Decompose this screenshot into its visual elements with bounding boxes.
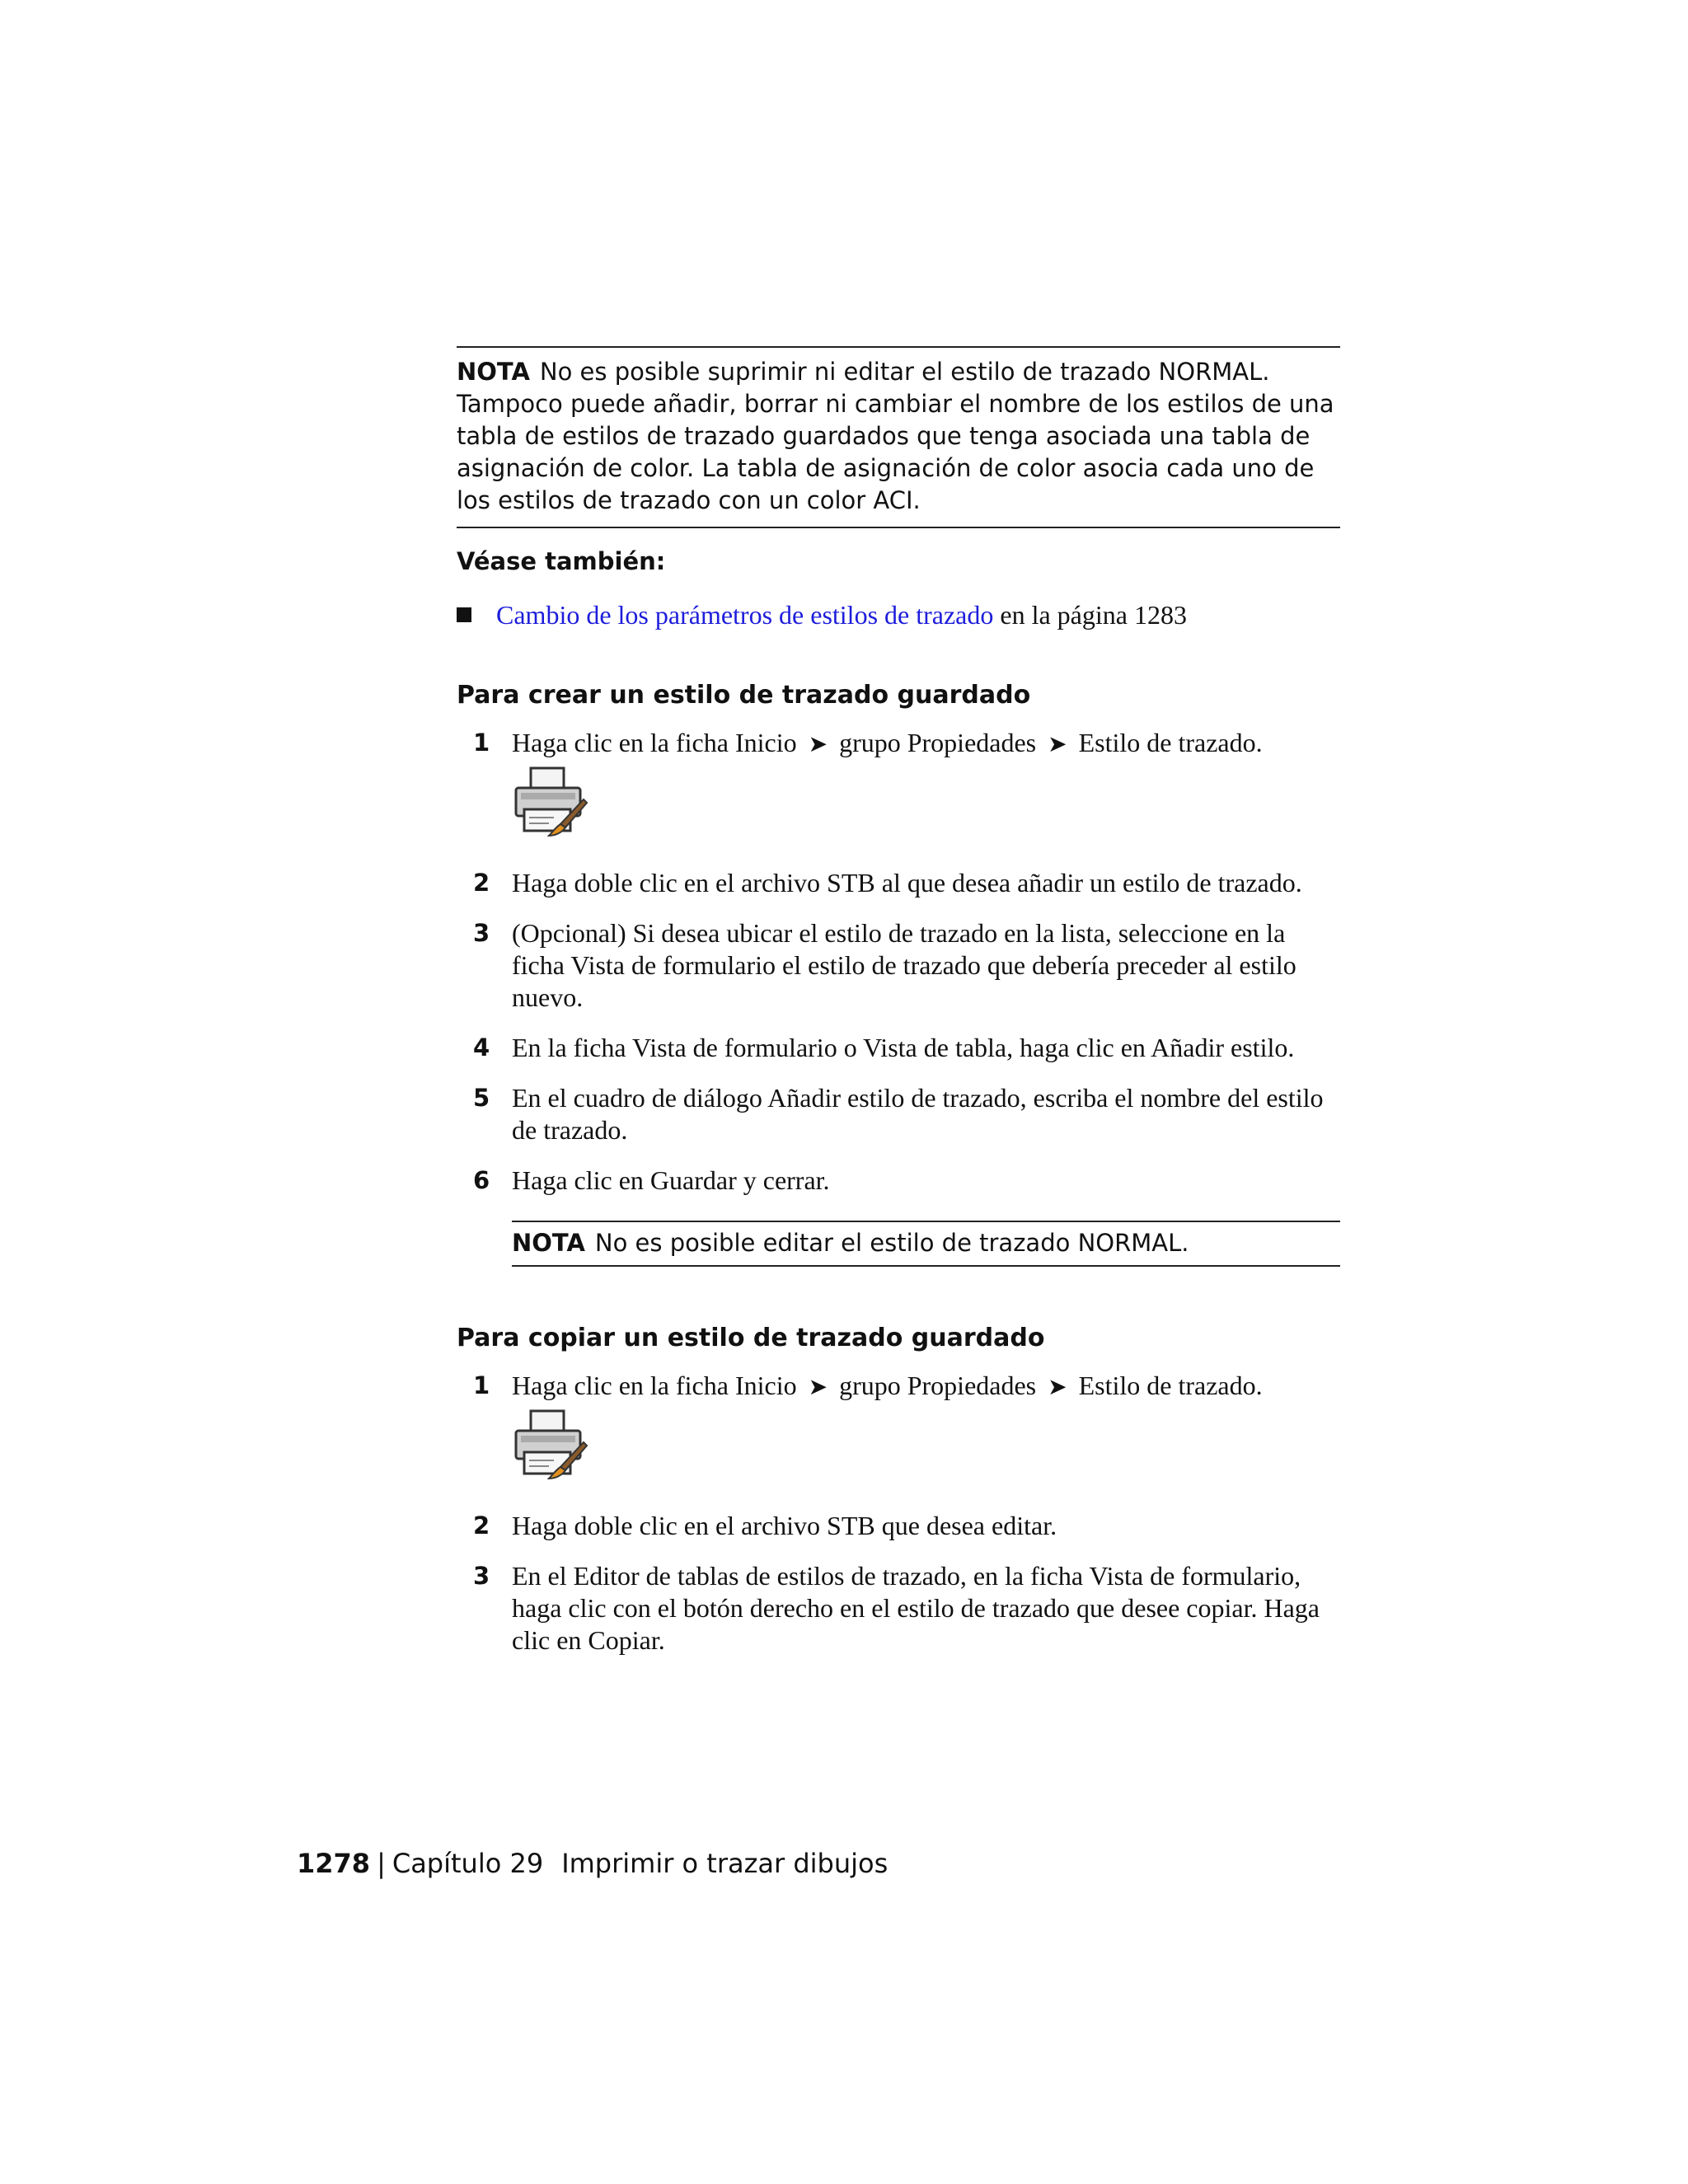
- arrow-right-icon: ➤: [808, 1375, 828, 1400]
- step-number: 2: [473, 1511, 490, 1540]
- plot-style-icon: [513, 1409, 588, 1480]
- note-box-inner: [512, 1221, 1340, 1267]
- arrow-right-icon: ➤: [1048, 732, 1067, 757]
- step-text-part3: Estilo de trazado.: [1078, 1371, 1263, 1400]
- chapter-title: Imprimir o trazar dibujos: [561, 1848, 889, 1879]
- section-heading-copy: Para copiar un estilo de trazado guardado: [457, 1324, 1045, 1352]
- step-number: 5: [473, 1084, 490, 1112]
- step-number: 1: [473, 729, 490, 757]
- step-text: (Opcional) Si desea ubicar el estilo de trazado en la lista, seleccione en la ficha Vista de formulario el estilo de trazado que debería preceder al estilo nuevo.: [512, 918, 1296, 1012]
- section-heading-create: Para crear un estilo de trazado guardado: [457, 681, 1031, 710]
- step-number: 2: [473, 869, 490, 897]
- step-text: En el cuadro de diálogo Añadir estilo de trazado, escriba el nombre del estilo de trazado.: [512, 1083, 1324, 1145]
- step-text-part1: Haga clic en la ficha Inicio: [512, 1371, 797, 1400]
- arrow-right-icon: ➤: [808, 732, 828, 757]
- chapter-label: Capítulo 29: [392, 1848, 544, 1879]
- page-number: 1278: [297, 1848, 371, 1879]
- step-number: 3: [473, 919, 490, 947]
- step-text: En la ficha Vista de formulario o Vista de tabla, haga clic en Añadir estilo.: [512, 1033, 1295, 1062]
- note-text: No es posible editar el estilo de trazado NORMAL.: [594, 1229, 1189, 1257]
- note-box-top: [457, 346, 1340, 528]
- step-text-part2: grupo Propiedades: [839, 1371, 1037, 1400]
- step-number: 6: [473, 1166, 490, 1194]
- step-text: Haga doble clic en el archivo STB que desea editar.: [512, 1511, 1057, 1540]
- bullet-square-icon: [457, 607, 471, 622]
- step-text-part2: grupo Propiedades: [839, 728, 1037, 757]
- see-also-link[interactable]: Cambio de los parámetros de estilos de trazado: [496, 600, 994, 630]
- page-footer: [297, 1848, 888, 1879]
- step-text: Haga clic en Guardar y cerrar.: [512, 1165, 830, 1195]
- see-also-suffix: en la página 1283: [1000, 600, 1187, 630]
- step-text-part3: Estilo de trazado.: [1078, 728, 1263, 757]
- footer-separator: |: [377, 1848, 386, 1879]
- plot-style-icon: [513, 766, 588, 837]
- step-text-part1: Haga clic en la ficha Inicio: [512, 728, 797, 757]
- see-also-item: [457, 598, 1340, 631]
- step-text: Haga doble clic en el archivo STB al que desea añadir un estilo de trazado.: [512, 868, 1302, 898]
- note-label: NOTA: [512, 1229, 585, 1257]
- step-number: 4: [473, 1033, 490, 1062]
- note-label: NOTA: [457, 358, 530, 386]
- step-number: 3: [473, 1562, 490, 1590]
- step-number: 1: [473, 1371, 490, 1399]
- see-also-title: Véase también:: [457, 547, 666, 575]
- arrow-right-icon: ➤: [1048, 1375, 1067, 1400]
- step-text: En el Editor de tablas de estilos de trazado, en la ficha Vista de formulario, haga clic con el botón derecho en el estilo de trazado que desee copiar. Haga clic en Copiar.: [512, 1561, 1320, 1655]
- note-text: No es posible suprimir ni editar el estilo de trazado NORMAL. Tampoco puede añadir, borrar ni cambiar el nombre de los estilos de una tabla de estilos de trazado guardados que tenga asociada una tabla de asignación de color. La tabla de asignación de color asocia cada uno de los estilos de trazado con un color ACI.: [457, 358, 1334, 514]
